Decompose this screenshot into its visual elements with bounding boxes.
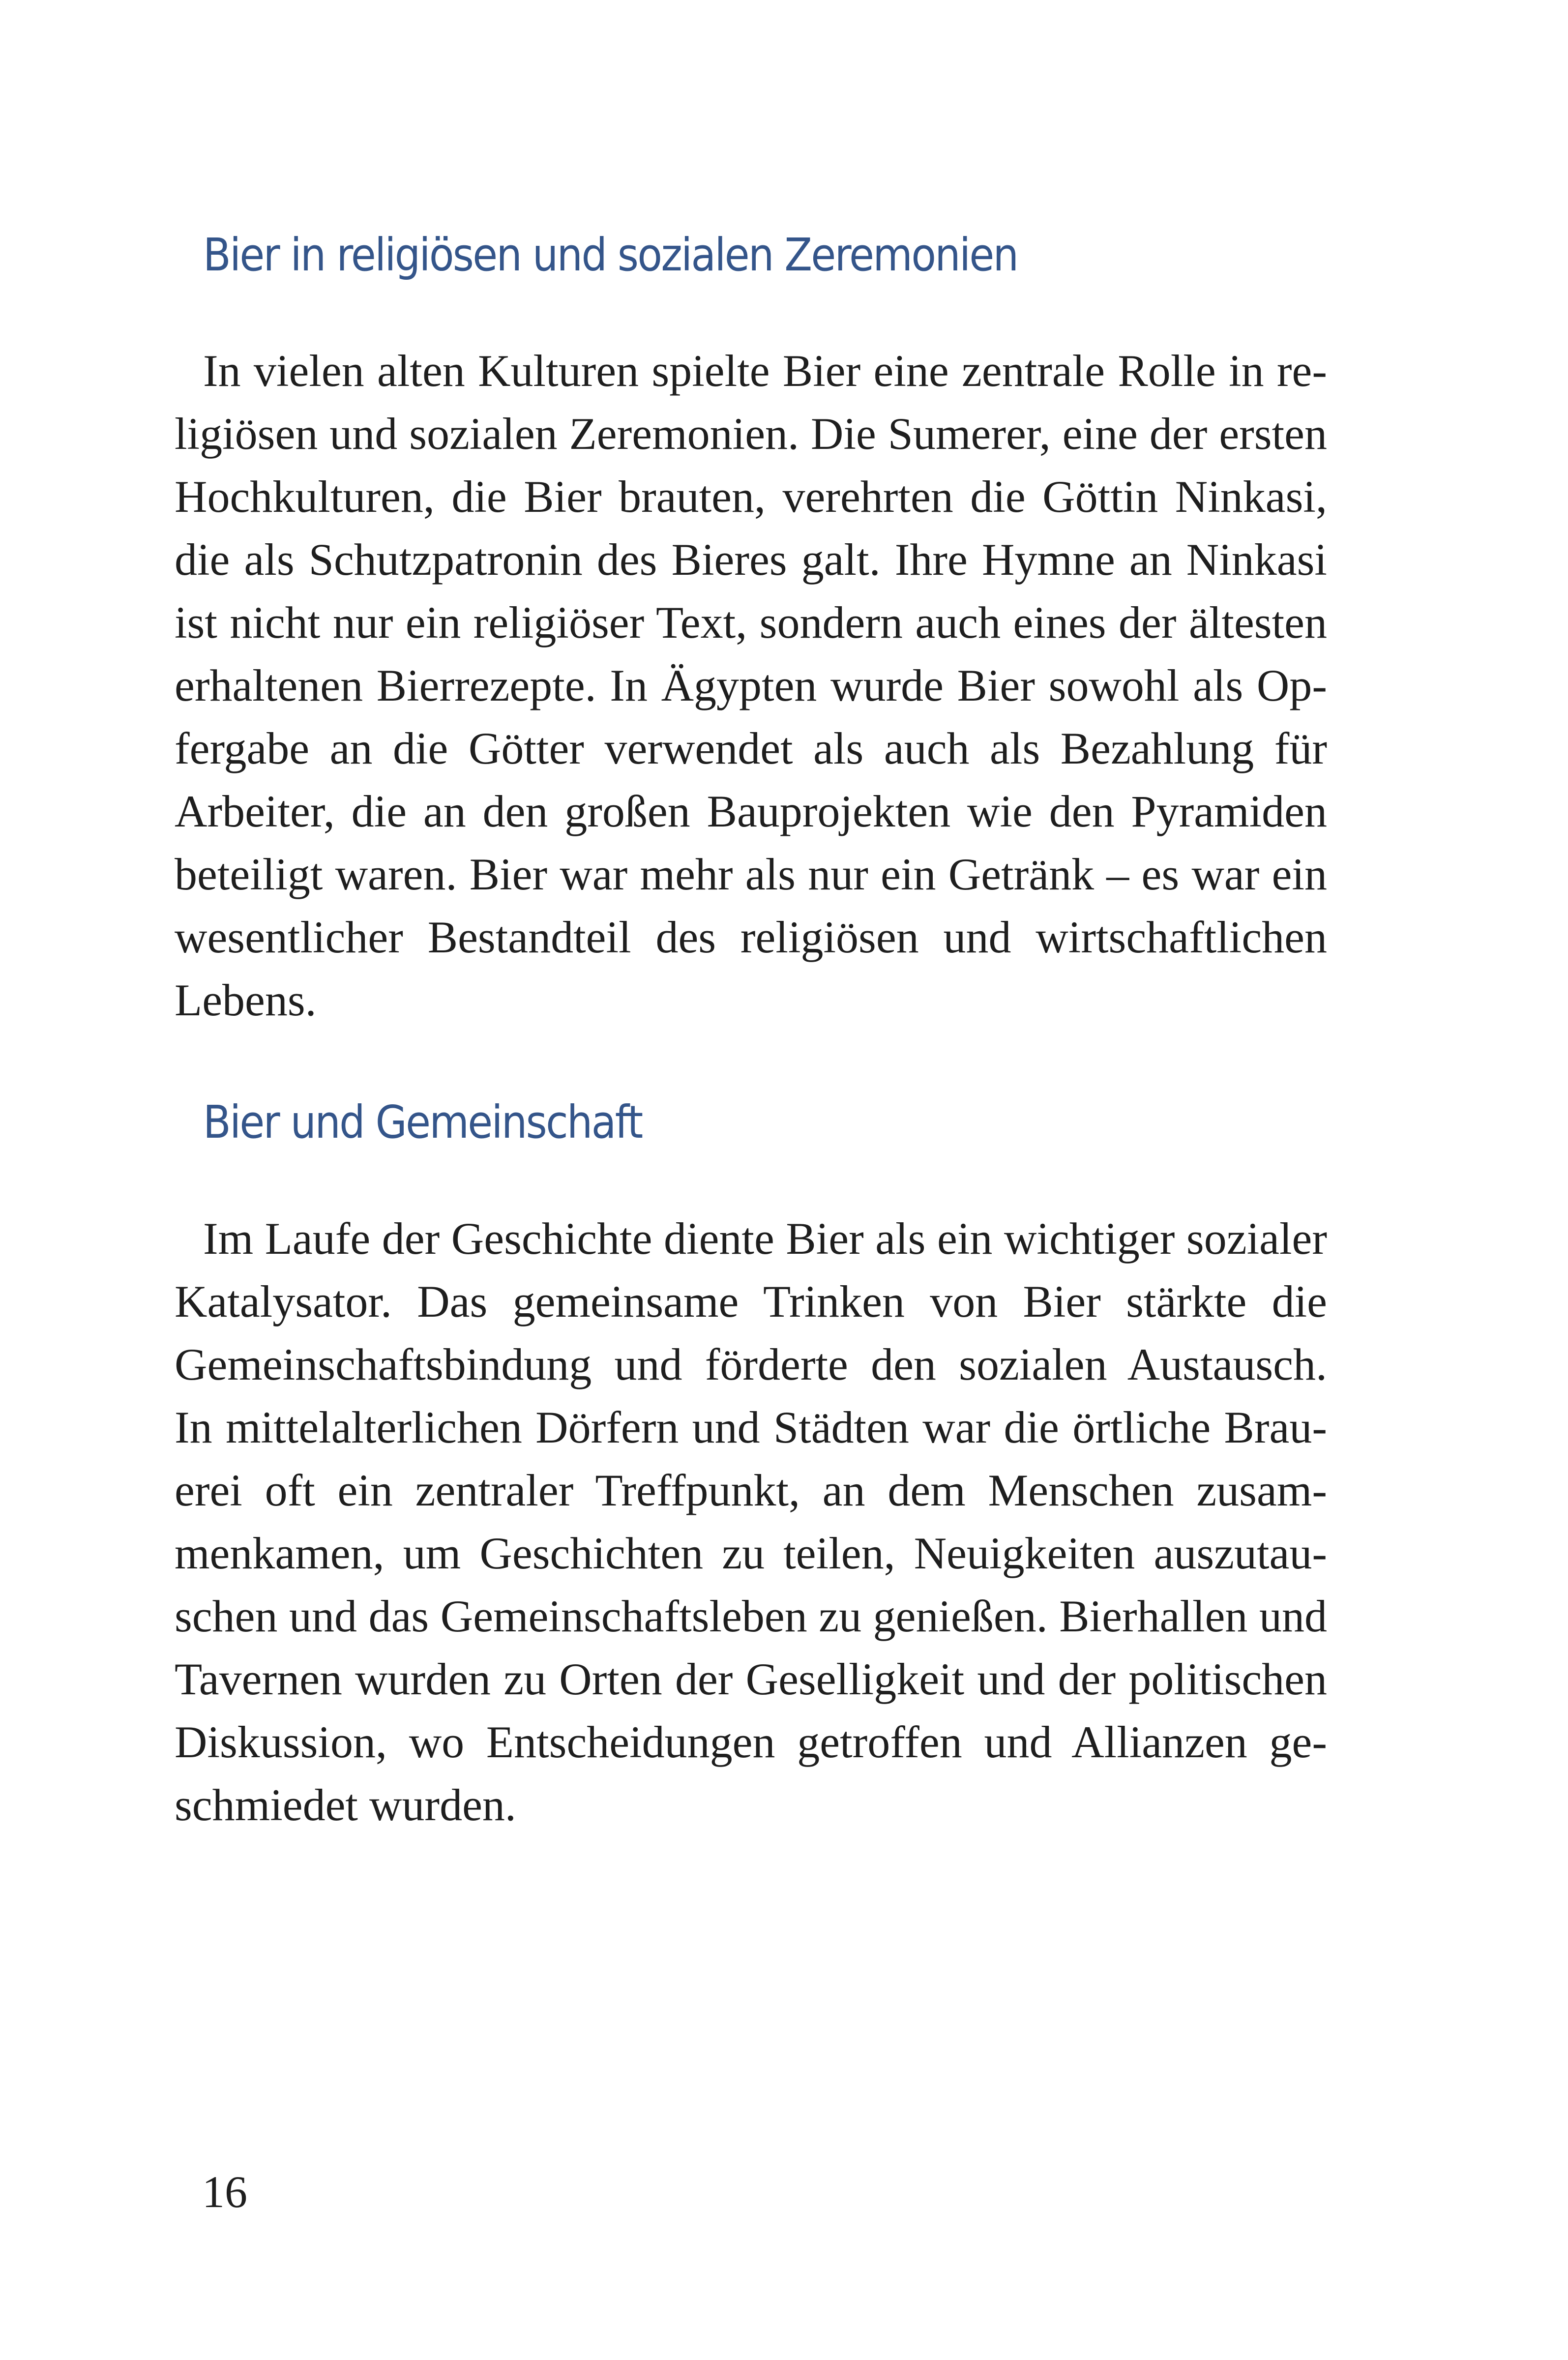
page-number: 16: [202, 2167, 247, 2217]
paragraph-zeremonien: [175, 339, 1327, 1032]
text-line: In vielen alten Kulturen spielte Bier eine zentrale Rolle in re-: [203, 346, 1327, 396]
text-line: Lebens.: [175, 975, 317, 1025]
text-line: erei oft ein zentraler Treffpunkt, an dem Menschen zusam-: [175, 1465, 1327, 1515]
text-line: In mittelalterlichen Dörfern und Städten war die örtliche Brau-: [175, 1402, 1327, 1452]
text-line: Diskussion, wo Entscheidungen getroffen und Allianzen ge-: [175, 1717, 1327, 1767]
text-line: wesentlicher Bestandteil des religiösen und wirtschaftlichen: [175, 912, 1327, 962]
text-line: beteiligt waren. Bier war mehr als nur ein Getränk – es war ein: [175, 849, 1327, 899]
section-heading-gemeinschaft: Bier und Gemeinschaft: [203, 1096, 642, 1149]
text-line: Tavernen wurden zu Orten der Geselligkeit und der politischen: [175, 1654, 1327, 1704]
text-line: schmiedet wurden.: [175, 1780, 516, 1830]
text-line: erhaltenen Bierrezepte. In Ägypten wurde Bier sowohl als Op-: [175, 660, 1327, 710]
text-line: Arbeiter, die an den großen Bauprojekten wie den Pyramiden: [175, 786, 1327, 836]
text-line: Katalysator. Das gemeinsame Trinken von Bier stärkte die: [175, 1276, 1327, 1327]
text-line: Gemeinschaftsbindung und förderte den sozialen Austausch.: [175, 1339, 1327, 1389]
paragraph-gemeinschaft: [175, 1207, 1327, 1836]
text-line: die als Schutzpatronin des Bieres galt. Ihre Hymne an Ninkasi: [175, 534, 1327, 585]
text-line: schen und das Gemeinschaftsleben zu genießen. Bierhallen und: [175, 1591, 1327, 1641]
text-line: Hochkulturen, die Bier brauten, verehrten die Göttin Ninkasi,: [175, 472, 1327, 522]
text-line: menkamen, um Geschichten zu teilen, Neuigkeiten auszutau-: [175, 1528, 1327, 1578]
text-line: Im Laufe der Geschichte diente Bier als ein wichtiger sozialer: [203, 1213, 1327, 1264]
section-heading-zeremonien: Bier in religiösen und sozialen Zeremonien: [203, 229, 1018, 281]
text-line: ligiösen und sozialen Zeremonien. Die Sumerer, eine der ersten: [175, 409, 1327, 459]
text-line: ist nicht nur ein religiöser Text, sondern auch eines der ältesten: [175, 597, 1327, 648]
text-line: fergabe an die Götter verwendet als auch als Bezahlung für: [175, 723, 1327, 773]
